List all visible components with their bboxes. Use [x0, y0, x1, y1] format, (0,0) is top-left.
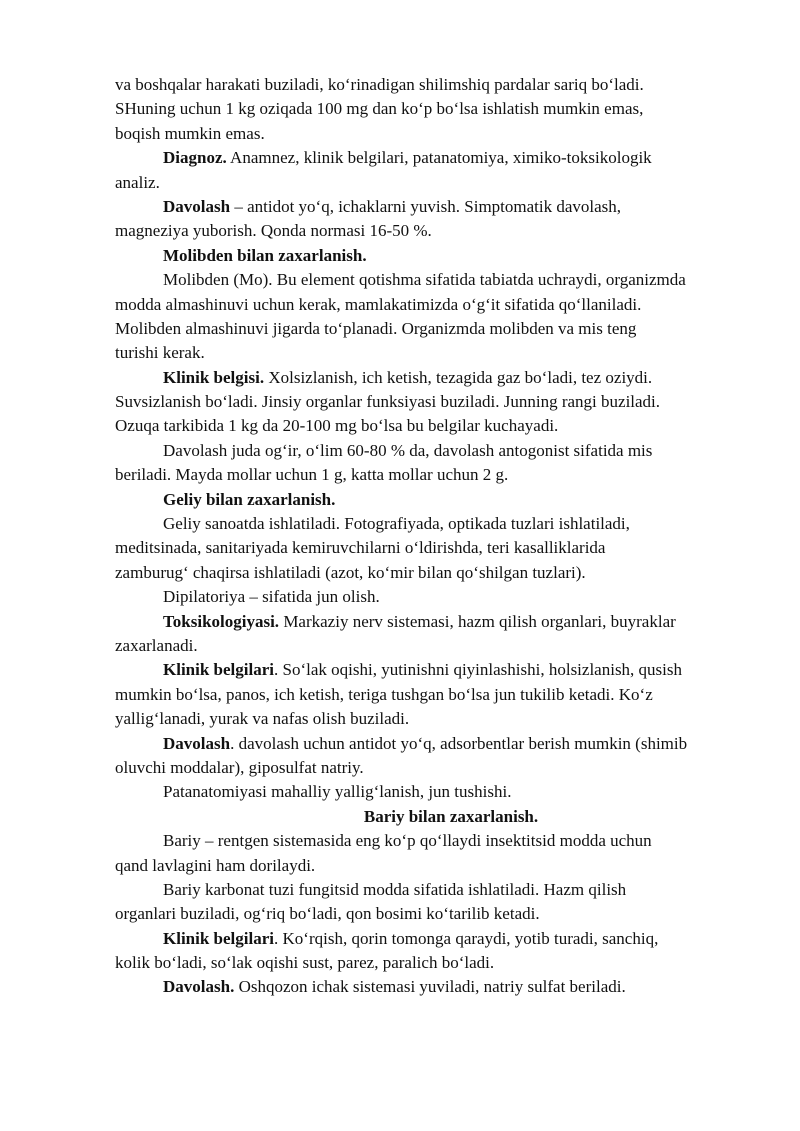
body-line: mumkin bo‘lsa, panos, ich ketish, teriga tushgan bo‘lsa jun tukilib ketadi. Ko‘z: [115, 684, 653, 704]
body-line: boqish mumkin emas.: [115, 123, 265, 143]
paragraph-bariy-intro: Bariy – rentgen sistemasida eng ko‘p qo‘llaydi insektitsid modda uchun: [163, 831, 652, 851]
body-line: meditsinada, sanitariyada kemiruvchilarni o‘ldirishda, teri kasalliklarida: [115, 538, 606, 558]
paragraph-bariy-klinik-belgilari: Klinik belgilari. Ko‘rqish, qorin tomonga qaraydi, yotib turadi, sanchiq,: [163, 928, 659, 948]
paragraph-toksikologiyasi: Toksikologiyasi. Markaziy nerv sistemasi, hazm qilish organlari, buyraklar: [163, 611, 676, 631]
section-heading-molibden: Molibden bilan zaxarlanish.: [163, 245, 367, 265]
body-line: Suvsizlanish bo‘ladi. Jinsiy organlar funksiyasi buziladi. Junning rangi buziladi.: [115, 392, 661, 412]
body-line: analiz.: [115, 172, 160, 192]
body-line: zamburug‘ chaqirsa ishlatiladi (azot, ko‘mir bilan qo‘shilgan tuzlari).: [115, 562, 586, 582]
body-line: organlari buziladi, og‘riq bo‘ladi, qon bosimi ko‘tarilib ketadi.: [115, 904, 540, 924]
paragraph-geliy-davolash: Davolash. davolash uchun antidot yo‘q, adsorbentlar berish mumkin (shimib: [163, 733, 688, 753]
body-line: qand lavlagini ham dorilaydi.: [115, 855, 316, 875]
section-heading-bariy: Bariy bilan zaxarlanish.: [363, 806, 539, 826]
body-line: Ozuqa tarkibida 1 kg da 20-100 mg bo‘lsa bu belgilar kuchayadi.: [115, 416, 559, 436]
document-page: [115, 73, 745, 1000]
body-line: kolik bo‘ladi, so‘lak oqishi sust, parez, paralich bo‘ladi.: [115, 953, 495, 973]
body-line: SHuning uchun 1 kg oziqada 100 mg dan ko‘p bo‘lsa ishlatish mumkin emas,: [115, 99, 644, 119]
body-line: magneziya yuborish. Qonda normasi 16-50 %.: [115, 221, 432, 241]
body-line: zaxarlanadi.: [115, 635, 198, 655]
paragraph-dipilatoriya: Dipilatoriya – sifatida jun olish.: [163, 587, 380, 607]
paragraph-klinik-belgisi: Klinik belgisi. Xolsizlanish, ich ketish, tezagida gaz bo‘ladi, tez oziydi.: [163, 367, 653, 387]
body-line: va boshqalar harakati buziladi, ko‘rinadigan shilimshiq pardalar sariq bo‘ladi.: [115, 75, 644, 94]
body-line: turishi kerak.: [115, 343, 205, 363]
paragraph-diagnoz: Diagnoz. Anamnez, klinik belgilari, patanatomiya, ximiko-toksikologik: [163, 148, 652, 168]
paragraph-patanatomiyasi: Patanatomiyasi mahalliy yallig‘lanish, jun tushishi.: [163, 782, 512, 802]
paragraph-molibden-intro: Molibden (Mo). Bu element qotishma sifatida tabiatda uchraydi, organizmda: [163, 270, 686, 290]
body-line: beriladi. Mayda mollar uchun 1 g, katta mollar uchun 2 g.: [115, 465, 509, 485]
body-line: modda almashinuvi uchun kerak, mamlakatimizda o‘g‘it sifatida qo‘llaniladi.: [115, 294, 642, 314]
body-line: oluvchi moddalar), giposulfat natriy.: [115, 757, 364, 777]
paragraph-geliy-klinik-belgilari: Klinik belgilari. So‘lak oqishi, yutinishni qiyinlashishi, holsizlanish, qusish: [163, 660, 683, 680]
body-line: Molibden almashinuvi jigarda to‘planadi. Organizmda molibden va mis teng: [115, 318, 637, 338]
body-line: yallig‘lanadi, yurak va nafas olish buziladi.: [115, 709, 410, 729]
paragraph-bariy-davolash: Davolash. Oshqozon ichak sistemasi yuviladi, natriy sulfat beriladi.: [163, 977, 626, 997]
paragraph-molibden-davolash: Davolash juda og‘ir, o‘lim 60-80 % da, davolash antogonist sifatida mis: [163, 440, 653, 460]
paragraph-geliy-intro: Geliy sanoatda ishlatiladi. Fotografiyada, optikada tuzlari ishlatiladi,: [163, 514, 630, 534]
paragraph-davolash: Davolash – antidot yo‘q, ichaklarni yuvish. Simptomatik davolash,: [163, 196, 622, 216]
section-heading-geliy: Geliy bilan zaxarlanish.: [163, 489, 336, 509]
paragraph-bariy-karbonat: Bariy karbonat tuzi fungitsid modda sifatida ishlatiladi. Hazm qilish: [163, 879, 627, 899]
